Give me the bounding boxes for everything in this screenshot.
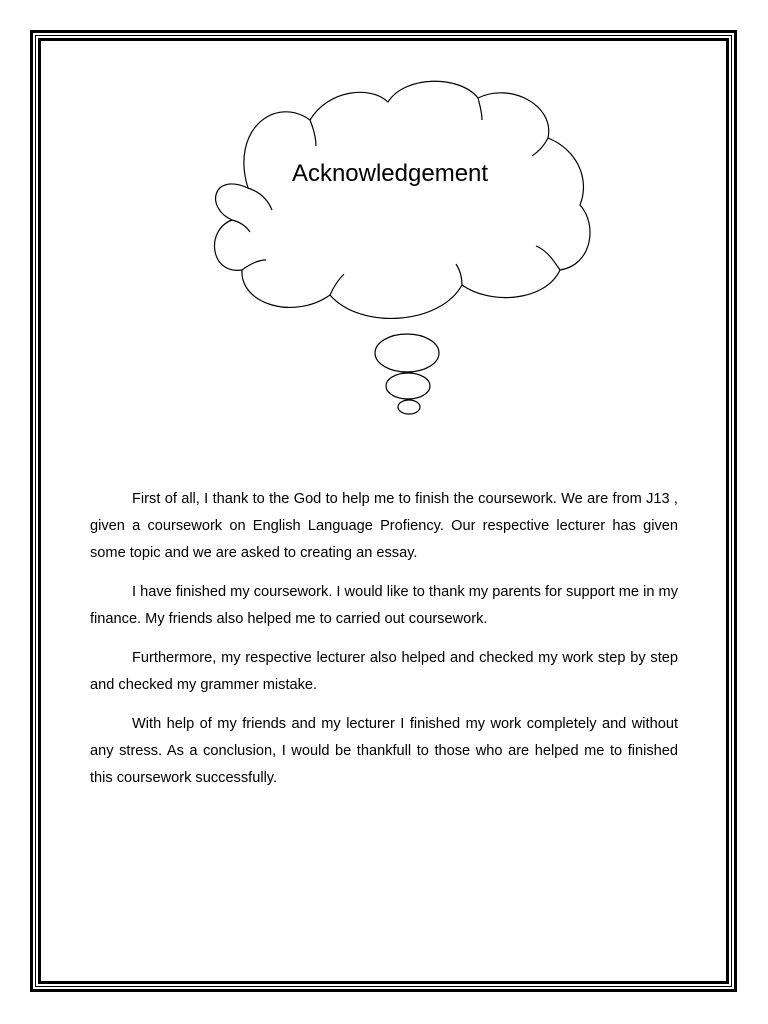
page-title: Acknowledgement — [291, 160, 489, 187]
paragraph: With help of my friends and my lecturer I finished my work completely and without any stress. As a conclusion, I would be thankfull to those who are helped me to finished this coursework successfully. — [90, 716, 678, 786]
thought-cloud-shape — [200, 80, 600, 420]
paragraph: Furthermore, my respective lecturer also helped and checked my work step by step and checked my grammer mistake. — [90, 650, 678, 693]
paragraph: First of all, I thank to the God to help me to finish the coursework. We are from J13 , given a coursework on English Language Profiency. Our respective lecturer has given some topic and we are asked to creating an essay. — [90, 491, 678, 561]
acknowledgement-body — [90, 486, 678, 804]
paragraph: I have finished my coursework. I would like to thank my parents for support me in my finance. My friends also helped me to carried out coursework. — [90, 584, 678, 627]
thought-cloud — [200, 80, 600, 420]
